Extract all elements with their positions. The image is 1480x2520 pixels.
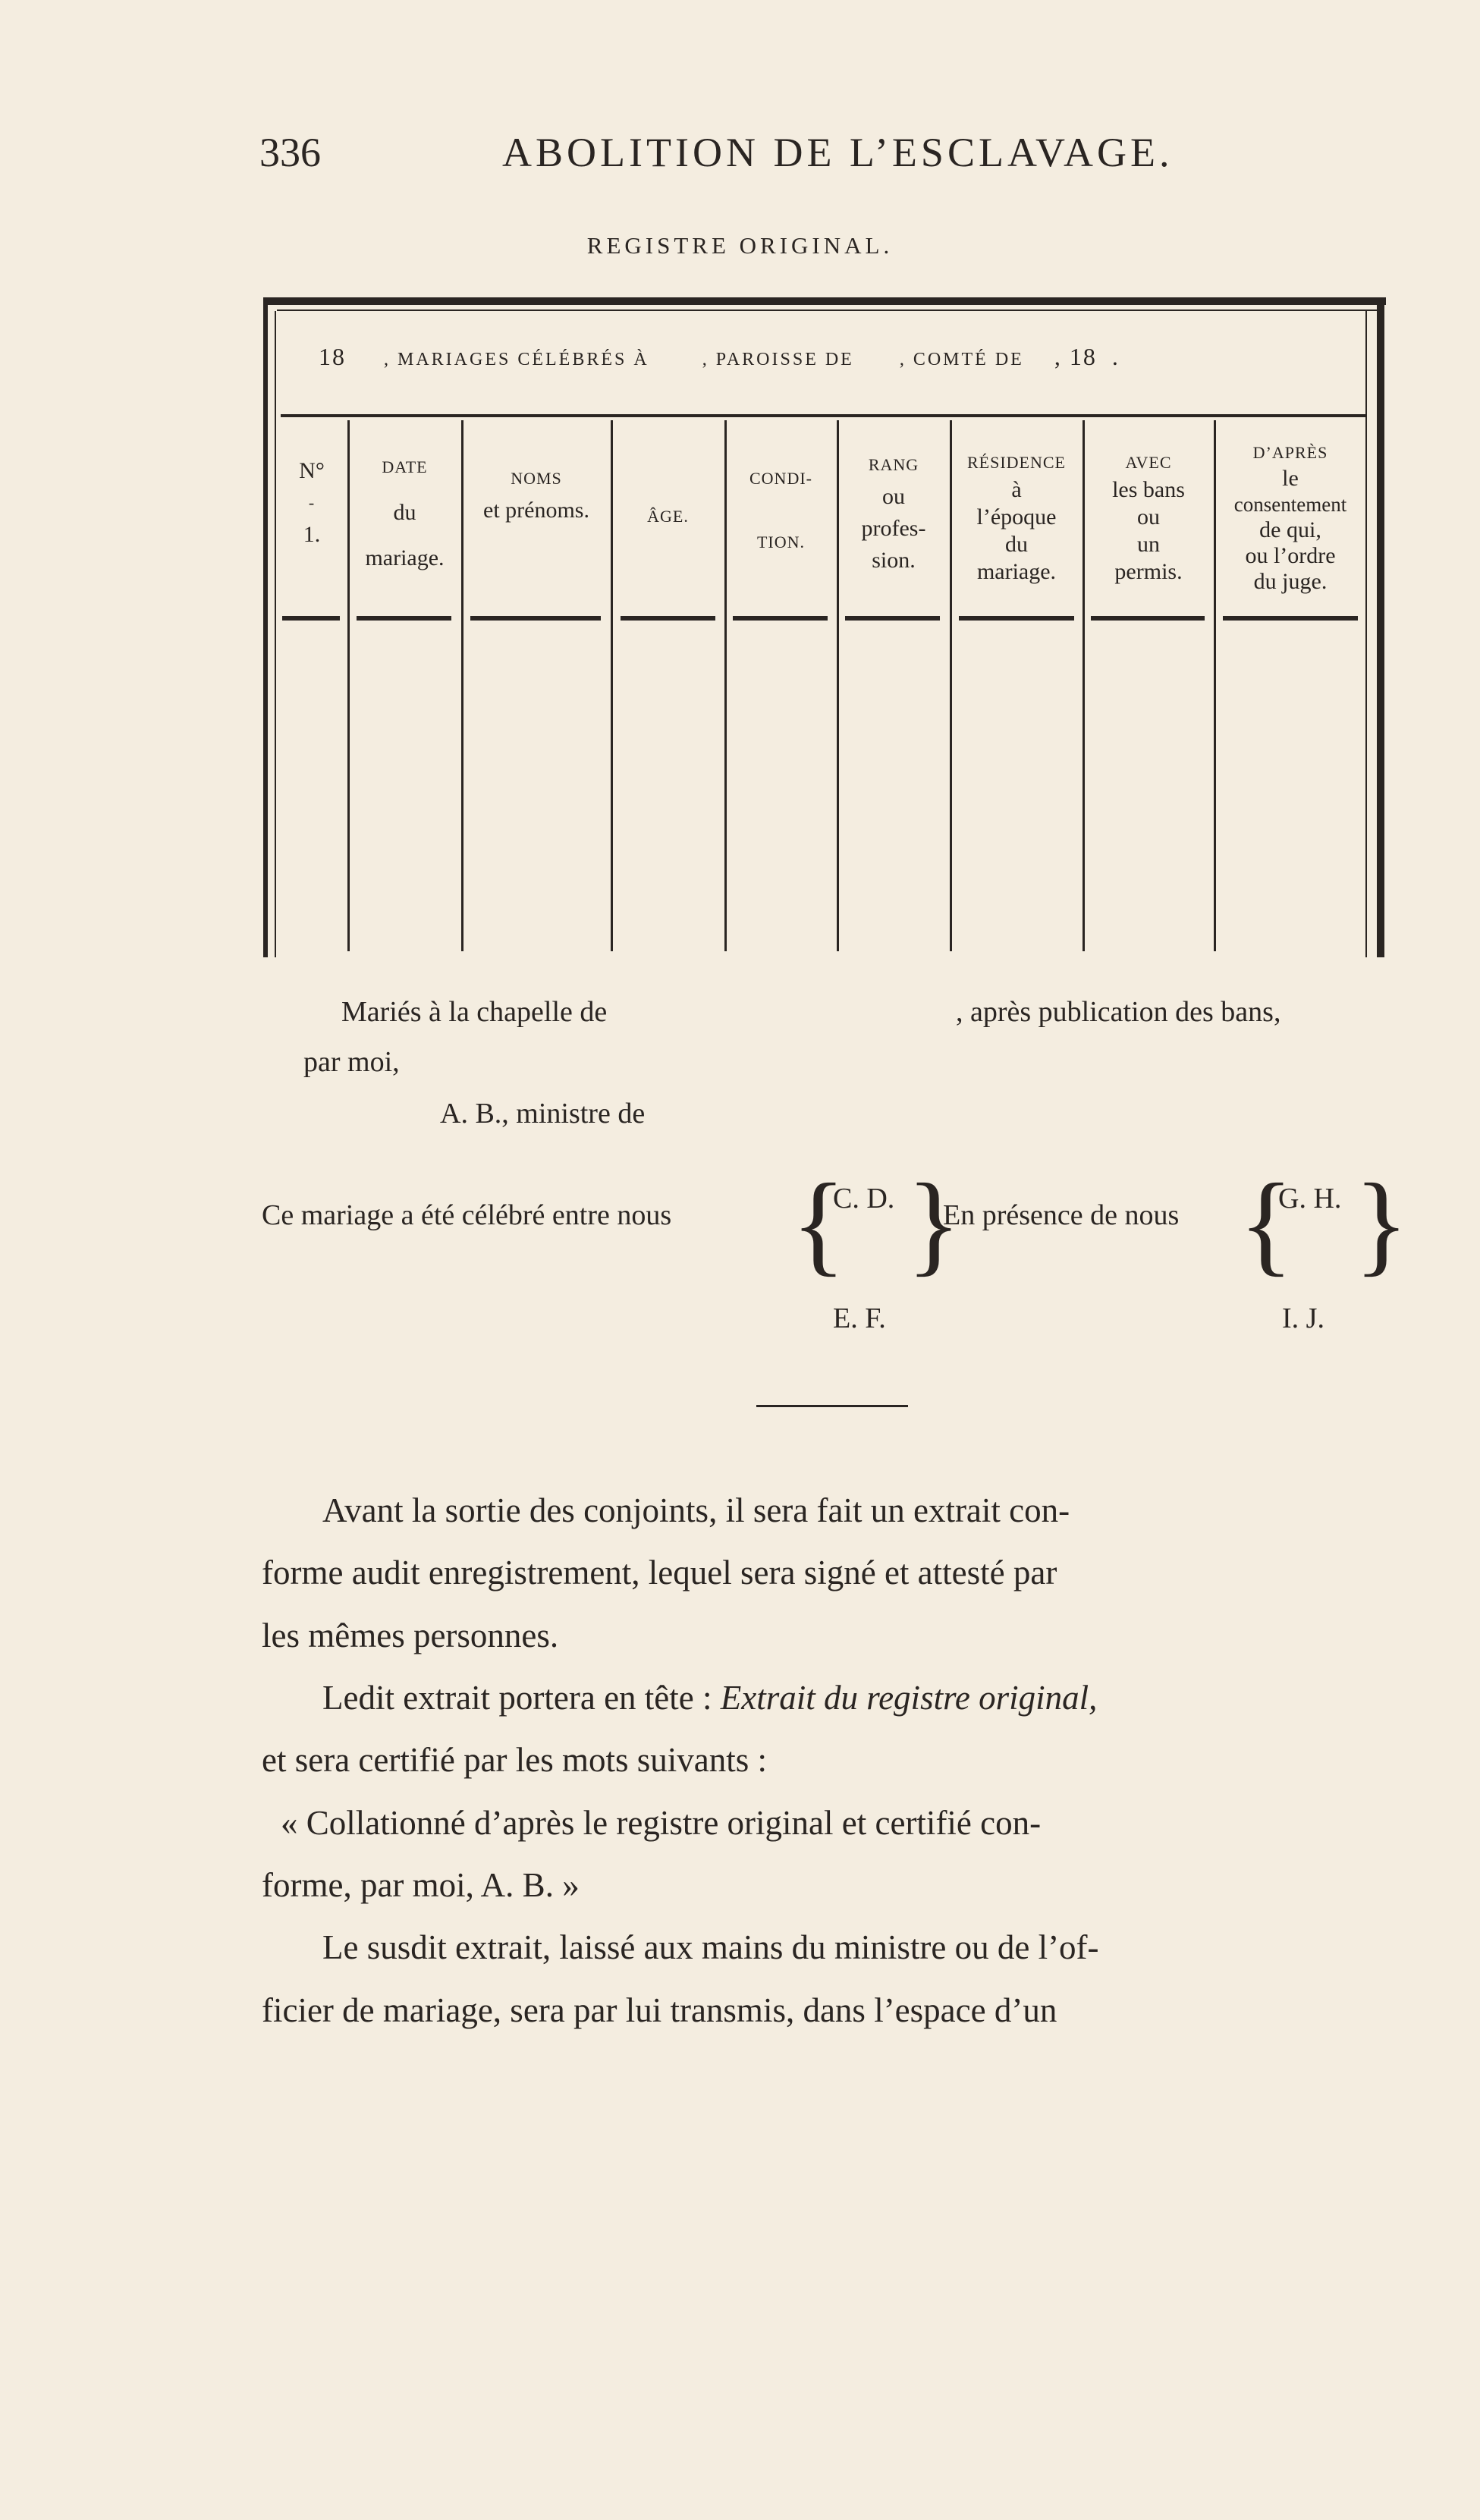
party-one: C. D. (833, 1183, 895, 1214)
column-separator (1083, 420, 1085, 951)
in-presence: En présence de nous (943, 1199, 1180, 1231)
by-me: par moi, (303, 1046, 400, 1078)
married-at-chapel: Mariés à la chapelle de (341, 996, 608, 1028)
column-rule (845, 616, 940, 621)
table-top-inner-border (277, 310, 1381, 311)
paragraph-line: Avant la sortie des conjoints, il sera fait un extrait con- (322, 1491, 1070, 1529)
paragraph-line: « Collationné d’après le registre original et certifié con- (281, 1804, 1042, 1842)
column-rule (470, 616, 601, 621)
headline-year-1: 18 (319, 343, 346, 370)
column-header-residence: RÉSIDENCE à l’époque du mariage. (967, 453, 1066, 584)
column-separator (950, 420, 952, 951)
minister-signature: A. B., ministre de (440, 1098, 646, 1130)
column-header-date: DATE du mariage. (365, 457, 445, 570)
column-separator (461, 420, 463, 951)
section-divider (756, 1405, 908, 1407)
left-brace: { (1239, 1161, 1293, 1287)
table-right-border (1377, 297, 1384, 957)
paragraph-line: ficier de mariage, sera par lui transmis, dans l’espace d’un (262, 1991, 1057, 2029)
column-separator (611, 420, 613, 951)
column-header-avec: AVEC les bans ou un permis. (1112, 453, 1185, 584)
column-rule (621, 616, 715, 621)
column-header-condition: CONDI- TION. (749, 469, 812, 551)
celebrated-between: Ce mariage a été célébré entre nous (262, 1199, 672, 1231)
witness-two: I. J. (1282, 1302, 1324, 1334)
party-two: E. F. (833, 1302, 886, 1334)
paragraph-line: et sera certifié par les mots suivants : (262, 1741, 768, 1779)
register-headline (319, 343, 1120, 371)
column-rule (282, 616, 340, 621)
table-left-border (263, 297, 268, 957)
table-right-inner-border (1365, 311, 1367, 957)
headline-mariages: , MARIAGES CÉLÉBRÉS À (384, 350, 649, 369)
column-header-age: ÂGE. (647, 507, 689, 526)
column-separator (1214, 420, 1216, 951)
column-rule (1091, 616, 1205, 621)
paragraph-line: Le susdit extrait, laissé aux mains du ministre ou de l’of- (322, 1928, 1099, 1966)
headline-year-2: , 18 (1054, 343, 1097, 370)
italic-phrase: Extrait du registre original, (720, 1679, 1098, 1717)
column-rule (959, 616, 1074, 621)
column-separator (724, 420, 727, 951)
right-brace: } (1354, 1161, 1409, 1287)
column-separator (837, 420, 839, 951)
headline-comte: , COMTÉ DE (899, 350, 1024, 369)
register-title: REGISTRE ORIGINAL. (586, 232, 894, 259)
paragraph-line: forme audit enregistrement, lequel sera signé et attesté par (262, 1554, 1057, 1591)
column-separator (347, 420, 350, 951)
column-rule (1223, 616, 1358, 621)
after-bans: , après publication des bans, (956, 996, 1281, 1028)
column-header-rang: RANG ou profes- sion. (861, 455, 926, 573)
table-left-inner-border (275, 311, 276, 957)
page-number: 336 (259, 130, 321, 175)
left-brace: { (791, 1161, 846, 1287)
table-top-border (263, 297, 1386, 305)
headline-separator (281, 414, 1365, 417)
column-header-numero: N° - 1. (299, 458, 325, 547)
running-title: ABOLITION DE L’ESCLAVAGE. (502, 130, 1174, 175)
witness-one: G. H. (1278, 1183, 1342, 1214)
column-header-dapres: D’APRÈS le consentement de qui, ou l’ordre du juge. (1233, 443, 1347, 594)
column-rule (733, 616, 828, 621)
paragraph-line: Ledit extrait portera en tête : Extrait du registre original, (322, 1679, 1098, 1717)
right-brace: } (907, 1161, 961, 1287)
headline-paroisse: , PAROISSE DE (702, 350, 854, 369)
paragraph-line: forme, par moi, A. B. » (262, 1866, 580, 1904)
column-rule (357, 616, 451, 621)
headline-end: . (1111, 343, 1120, 370)
paragraph-line: les mêmes personnes. (262, 1617, 559, 1654)
column-header-noms: NOMS et prénoms. (483, 469, 589, 523)
